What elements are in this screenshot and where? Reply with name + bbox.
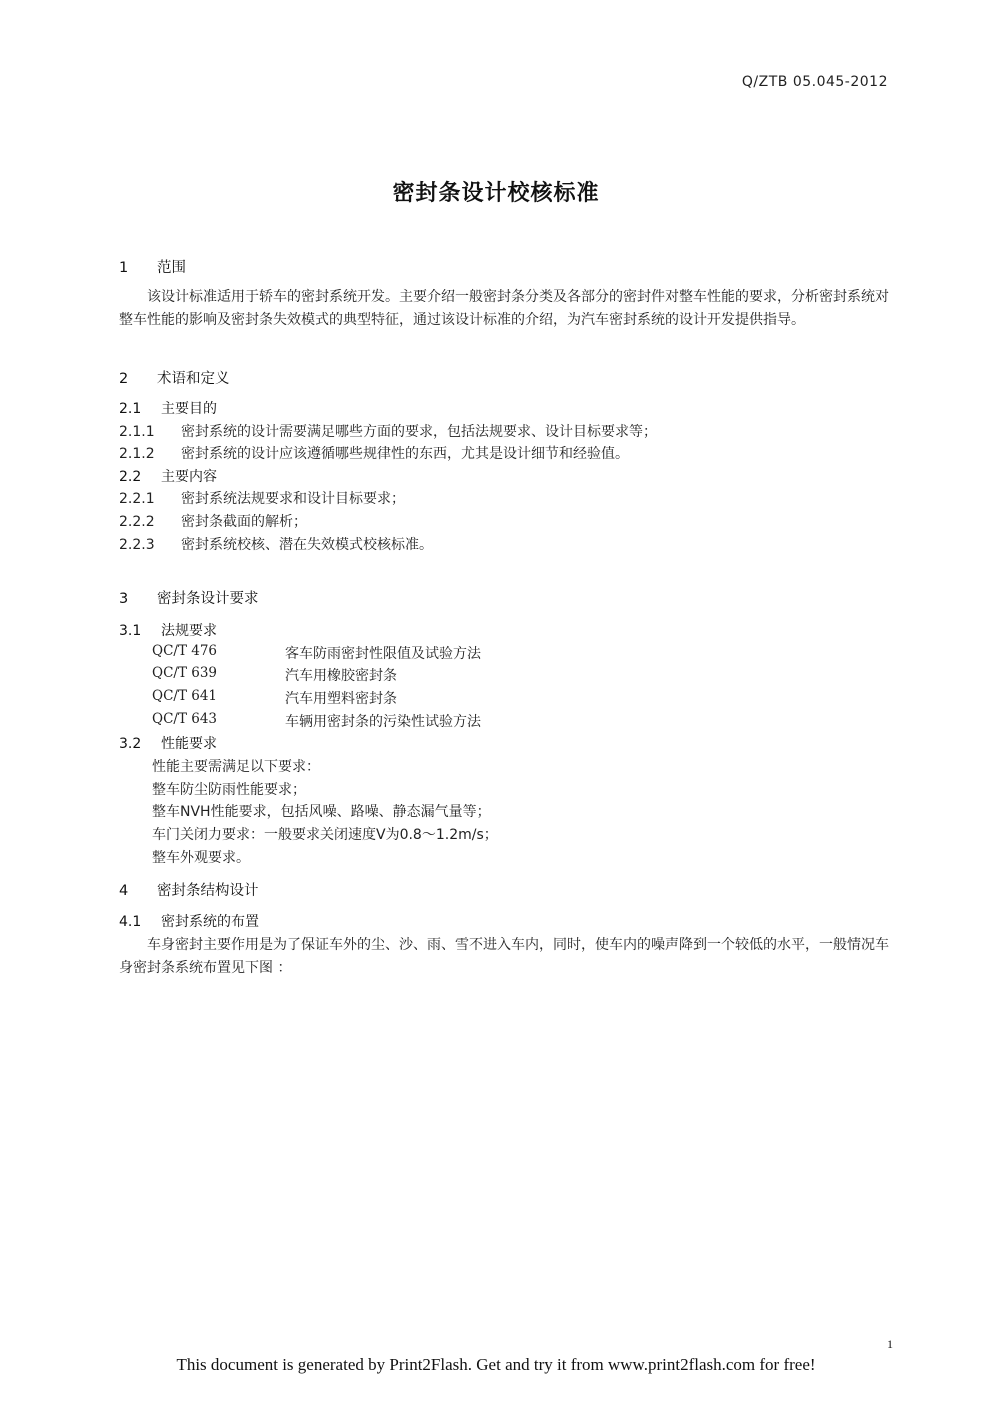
standard-code: QC/T 643 (152, 711, 218, 727)
section-3-heading (119, 587, 259, 608)
item-text: 密封系统校核、潜在失效模式校核标准。 (181, 537, 433, 553)
section-title: 法规要求 (161, 623, 217, 639)
section-1-heading (119, 256, 186, 277)
section-3-1-heading (119, 620, 217, 640)
section-number: 3.2 (119, 736, 142, 752)
list-item (119, 534, 433, 554)
section-title: 主要内容 (161, 469, 217, 485)
section-title: 密封条结构设计 (157, 883, 259, 899)
standard-code: QC/T 476 (152, 643, 218, 659)
section-2-2-heading (119, 466, 217, 486)
section-number: 4.1 (119, 914, 142, 930)
list-item (119, 421, 657, 441)
standard-name: 客车防雨密封性限值及试验方法 (285, 646, 481, 662)
standard-code: QC/T 639 (152, 665, 218, 681)
section-4-1-paragraph: 车身密封主要作用是为了保证车外的尘、沙、雨、雪不进入车内，同时，使车内的噪声降到一个较低的水平，一般情况车身密封条系统布置见下图 ： (119, 937, 889, 976)
section-number: 1 (119, 260, 129, 276)
item-text: 密封系统法规要求和设计目标要求； (181, 491, 405, 507)
item-number: 2.1.1 (119, 424, 155, 440)
section-3-2-heading (119, 733, 217, 753)
section-1-paragraph: 该设计标准适用于轿车的密封系统开发。主要介绍一般密封条分类及各部分的密封件对整车性能的要求，分析密封系统对整车性能的影响及密封条失效模式的典型特征，通过该设计标准的介绍，为汽车密封系统的设计开发提供指导。 (119, 289, 889, 328)
section-title: 范围 (157, 260, 186, 276)
requirement-line: 整车NVH性能要求，包括风噪、路噪、静态漏气量等； (152, 804, 491, 820)
section-number: 2.2 (119, 469, 142, 485)
section-2-1-heading (119, 398, 217, 418)
item-number: 2.2.1 (119, 491, 155, 507)
section-number: 3 (119, 591, 129, 607)
section-title: 主要目的 (161, 401, 217, 417)
section-number: 2 (119, 371, 129, 387)
section-title: 密封系统的布置 (161, 914, 259, 930)
standard-name: 汽车用橡胶密封条 (285, 668, 397, 684)
item-number: 2.1.2 (119, 446, 155, 462)
requirement-line: 性能主要需满足以下要求： (152, 759, 320, 775)
section-number: 3.1 (119, 623, 142, 639)
list-item (119, 511, 307, 531)
section-4-heading (119, 879, 259, 900)
requirement-line: 整车防尘防雨性能要求； (152, 782, 306, 798)
page-number: 1 (887, 1337, 893, 1351)
section-title: 术语和定义 (157, 371, 230, 387)
page-title: 密封条设计校核标准 (392, 181, 600, 206)
requirement-line: 车门关闭力要求：一般要求关闭速度V为0.8～1.2m/s； (152, 827, 498, 843)
standard-code: QC/T 641 (152, 688, 218, 704)
document-number: Q/ZTB 05.045-2012 (741, 74, 888, 90)
section-2-heading (119, 367, 230, 388)
section-number: 4 (119, 883, 129, 899)
requirement-line: 整车外观要求。 (152, 850, 250, 866)
list-item (119, 488, 405, 508)
standard-name: 汽车用塑料密封条 (285, 691, 397, 707)
section-title: 性能要求 (161, 736, 217, 752)
item-number: 2.2.3 (119, 537, 155, 553)
item-text: 密封条截面的解析； (181, 514, 307, 530)
section-4-1-heading (119, 911, 259, 931)
footer-notice: This document is generated by Print2Flash. Get and try it from www.print2flash.com for free! (176, 1355, 816, 1374)
list-item (119, 443, 629, 463)
item-text: 密封系统的设计需要满足哪些方面的要求，包括法规要求、设计目标要求等； (181, 424, 657, 440)
section-title: 密封条设计要求 (157, 591, 259, 607)
section-number: 2.1 (119, 401, 142, 417)
standard-name: 车辆用密封条的污染性试验方法 (285, 714, 481, 730)
item-text: 密封系统的设计应该遵循哪些规律性的东西，尤其是设计细节和经验值。 (181, 446, 629, 462)
item-number: 2.2.2 (119, 514, 155, 530)
